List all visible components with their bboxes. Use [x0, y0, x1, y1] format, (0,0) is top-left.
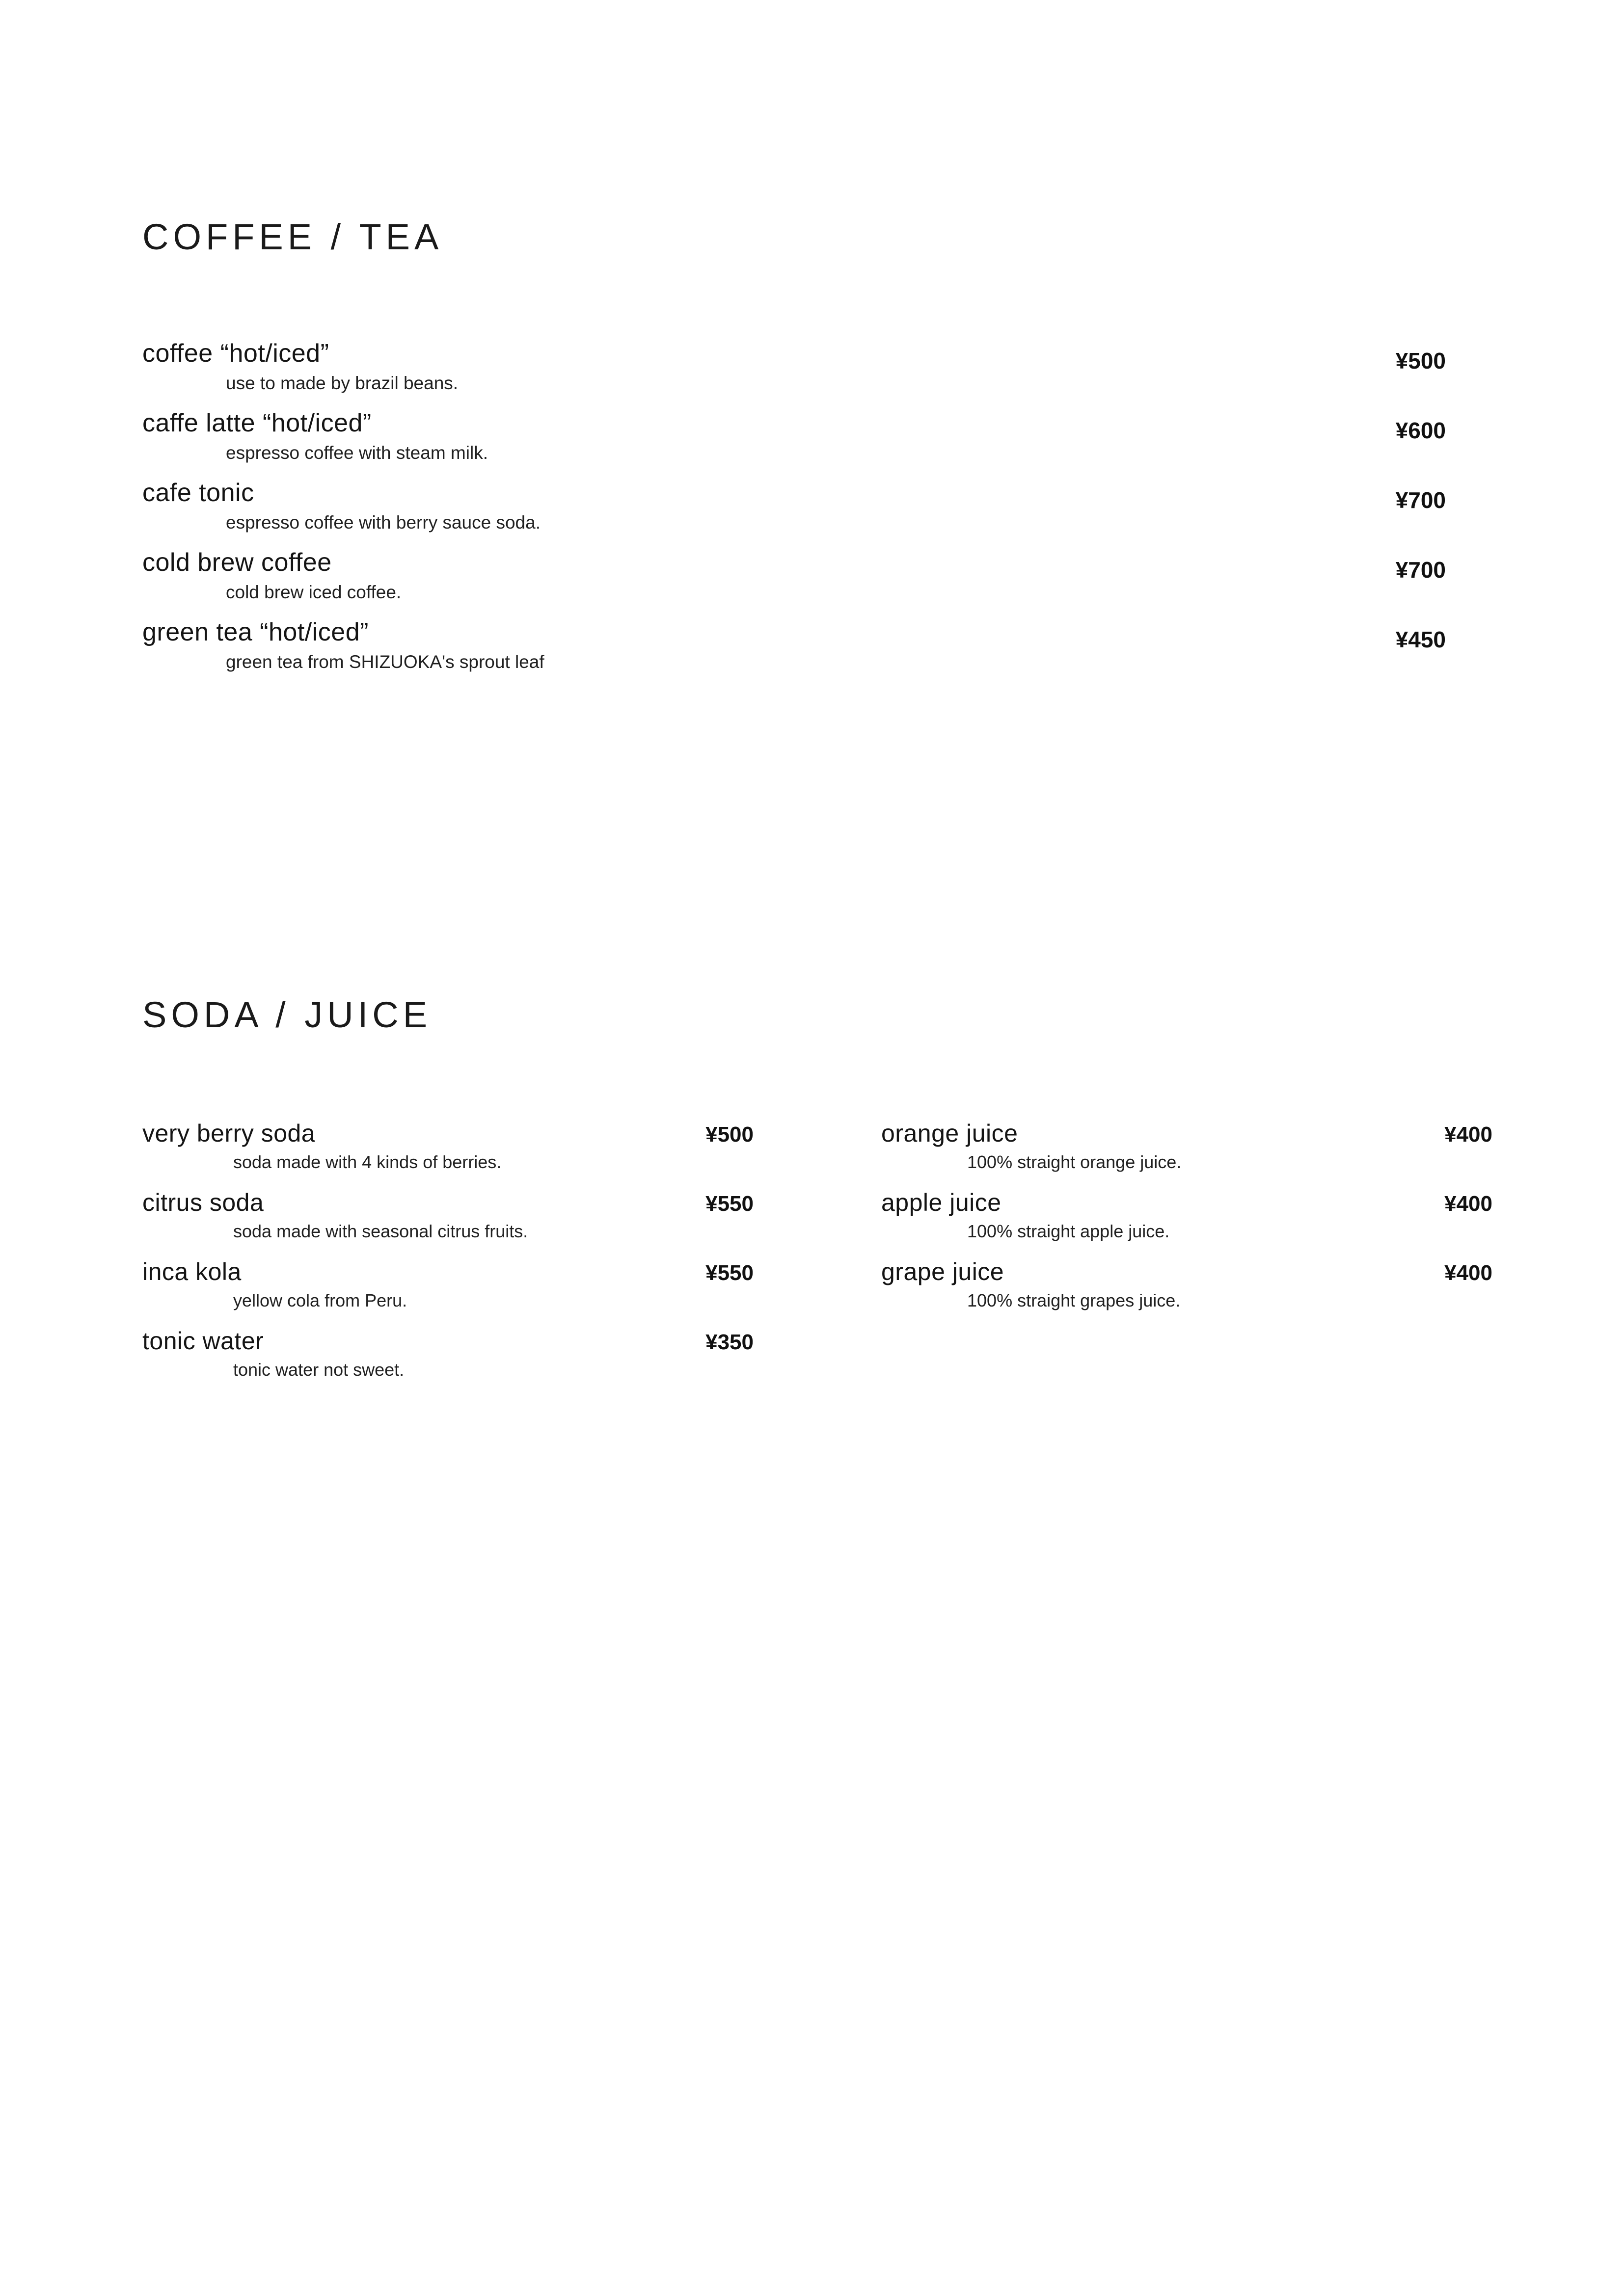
- menu-item-description: yellow cola from Peru.: [233, 1290, 407, 1310]
- soda-column-right: [881, 1119, 1492, 1396]
- menu-item-price: ¥550: [705, 1261, 754, 1285]
- menu-item-description: 100% straight grapes juice.: [967, 1290, 1181, 1310]
- menu-item-name: orange juice: [881, 1120, 1018, 1147]
- menu-item-name: cafe tonic: [142, 479, 254, 507]
- menu-item-name: green tea “hot/iced”: [142, 618, 369, 646]
- menu-item-price: ¥500: [705, 1122, 754, 1147]
- section-title-coffee-tea: COFFEE / TEA: [142, 216, 443, 257]
- menu-item-name: coffee “hot/iced”: [142, 339, 329, 368]
- menu-item-name: cold brew coffee: [142, 548, 332, 577]
- menu-item-price: ¥700: [1395, 487, 1446, 513]
- menu-item-name: caffe latte “hot/iced”: [142, 409, 372, 437]
- menu-item-price: ¥400: [1444, 1192, 1492, 1216]
- menu-item-name: tonic water: [142, 1327, 264, 1355]
- menu-item-description: espresso coffee with steam milk.: [226, 443, 488, 463]
- section-soda-juice: [142, 994, 1492, 1396]
- menu-item-name: grape juice: [881, 1258, 1004, 1285]
- menu-item-name: citrus soda: [142, 1189, 264, 1216]
- menu-item: [142, 339, 1446, 394]
- menu-item-description: espresso coffee with berry sauce soda.: [226, 512, 541, 533]
- menu-item-price: ¥450: [1395, 627, 1446, 652]
- menu-item-price: ¥500: [1395, 348, 1446, 374]
- menu-item: [142, 548, 1446, 603]
- menu-item-price: ¥400: [1444, 1261, 1492, 1285]
- menu-item-price: ¥550: [705, 1192, 754, 1216]
- menu-item-name: inca kola: [142, 1258, 242, 1285]
- menu-item: [142, 408, 1446, 463]
- menu-item: [142, 1327, 754, 1380]
- menu-item-price: ¥600: [1395, 418, 1446, 443]
- menu-item-description: 100% straight orange juice.: [967, 1152, 1182, 1172]
- menu-item-description: 100% straight apple juice.: [967, 1221, 1170, 1241]
- menu-item-description: cold brew iced coffee.: [226, 582, 402, 602]
- soda-juice-columns: [142, 1119, 1492, 1396]
- menu-item: [881, 1119, 1492, 1173]
- menu-item: [142, 617, 1446, 672]
- soda-column-left: [142, 1119, 754, 1396]
- menu-item-price: ¥700: [1395, 557, 1446, 583]
- menu-item: [142, 1188, 754, 1242]
- menu-item-description: soda made with seasonal citrus fruits.: [233, 1221, 528, 1241]
- menu-item-description: green tea from SHIZUOKA's sprout leaf: [226, 652, 544, 672]
- menu-item: [142, 1257, 754, 1311]
- menu-item: [881, 1188, 1492, 1242]
- menu-item: [142, 478, 1446, 533]
- section-coffee-tea: [142, 216, 1478, 687]
- menu-item-description: tonic water not sweet.: [233, 1360, 405, 1380]
- menu-item: [142, 1119, 754, 1173]
- menu-item-name: very berry soda: [142, 1120, 316, 1147]
- menu-item-price: ¥350: [705, 1330, 754, 1354]
- menu-item-description: soda made with 4 kinds of berries.: [233, 1152, 502, 1172]
- menu-item-name: apple juice: [881, 1189, 1001, 1216]
- menu-item-description: use to made by brazil beans.: [226, 373, 459, 393]
- menu-item: [881, 1257, 1492, 1311]
- section-title-soda-juice: SODA / JUICE: [142, 994, 432, 1035]
- coffee-tea-item-list: [142, 339, 1446, 672]
- menu-item-price: ¥400: [1444, 1122, 1492, 1147]
